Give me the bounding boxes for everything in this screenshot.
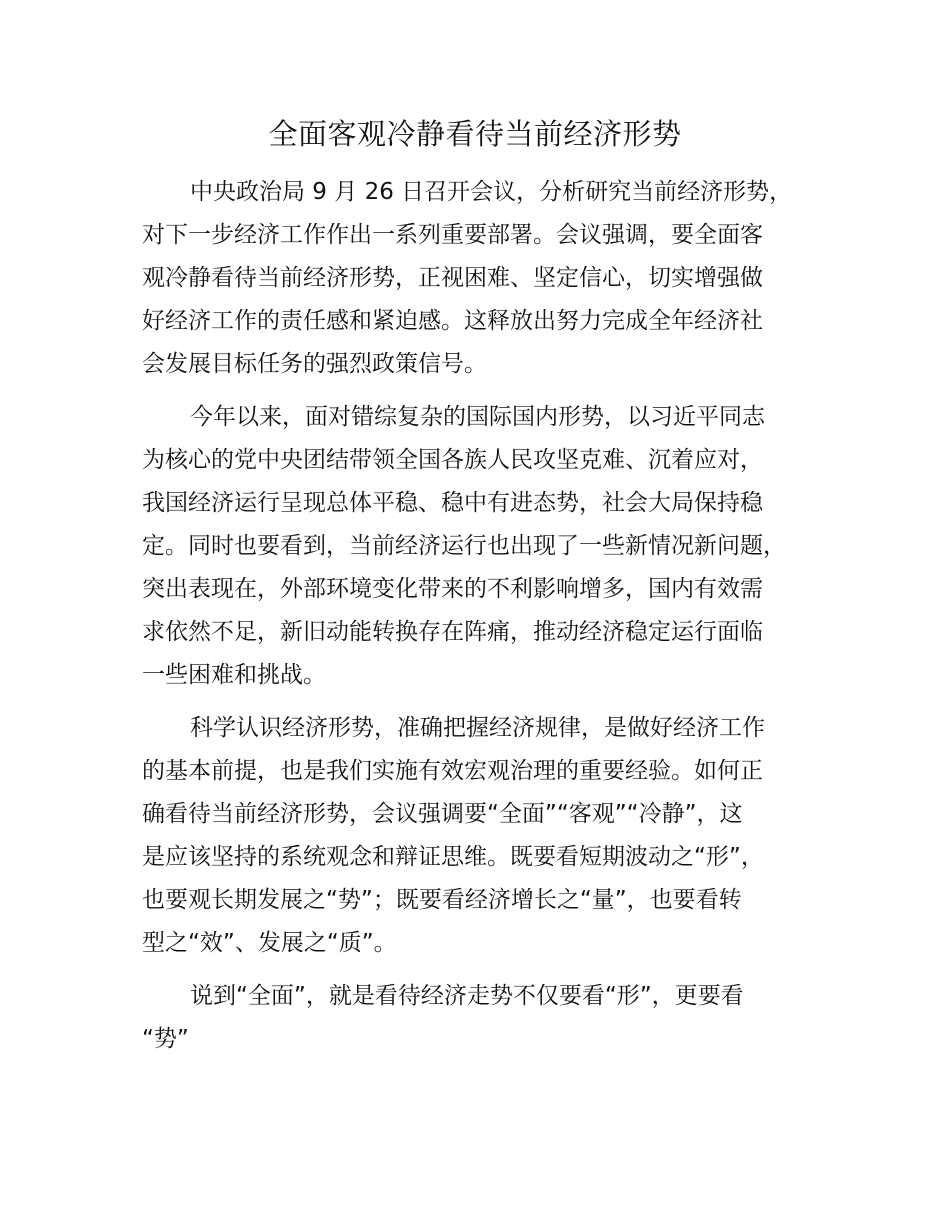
paragraph-1-line-2: 对下一步经济工作作出一系列重要部署。会议强调，要全面客 <box>142 222 763 248</box>
paragraph-3-line-6: 型之“效”、发展之“质”。 <box>142 930 397 956</box>
paragraph-1-line-3: 观冷静看待当前经济形势，正视困难、坚定信心，切实增强做 <box>142 265 763 291</box>
paragraph-3-line-3: 确看待当前经济形势，会议强调要“全面”“客观”“冷静”，这 <box>142 801 743 827</box>
paragraph-2-line-3: 我国经济运行呈现总体平稳、稳中有进态势，社会大局保持稳 <box>142 490 763 516</box>
paragraph-1-line-4: 好经济工作的责任感和紧迫感。这释放出努力完成全年经济社 <box>142 308 763 334</box>
paragraph-1-line-5: 会发展目标任务的强烈政策信号。 <box>142 351 487 377</box>
paragraph-4-line-1: 说到“全面”，就是看待经济走势不仅要看“形”，更要看 <box>190 983 744 1009</box>
paragraph-3-line-2: 的基本前提，也是我们实施有效宏观治理的重要经验。如何正 <box>142 758 763 784</box>
paragraph-1-line-1: 中央政治局 9 月 26 日召开会议，分析研究当前经济形势， <box>190 179 793 205</box>
paragraph-3-line-5: 也要观长期发展之“势”；既要看经济增长之“量”，也要看转 <box>142 887 742 913</box>
paragraph-3-line-4: 是应该坚持的系统观念和辩证思维。既要看短期波动之“形”， <box>142 844 764 870</box>
paragraph-3-line-1: 科学认识经济形势，准确把握经济规律，是做好经济工作 <box>190 715 765 741</box>
document-title: 全面客观冷静看待当前经济形势 <box>268 117 682 151</box>
paragraph-2-line-2: 为核心的党中央团结带领全国各族人民攻坚克难、沉着应对， <box>142 447 763 473</box>
paragraph-2-line-6: 求依然不足，新旧动能转换存在阵痛，推动经济稳定运行面临 <box>142 619 763 645</box>
paragraph-2-line-7: 一些困难和挑战。 <box>142 662 326 688</box>
paragraph-2-line-4: 定。同时也要看到，当前经济运行也出现了一些新情况新问题， <box>142 533 786 559</box>
paragraph-4-line-2: “势” <box>142 1026 189 1052</box>
paragraph-2-line-1: 今年以来，面对错综复杂的国际国内形势，以习近平同志 <box>190 404 765 430</box>
paragraph-2-line-5: 突出表现在，外部环境变化带来的不利影响增多，国内有效需 <box>142 576 763 602</box>
